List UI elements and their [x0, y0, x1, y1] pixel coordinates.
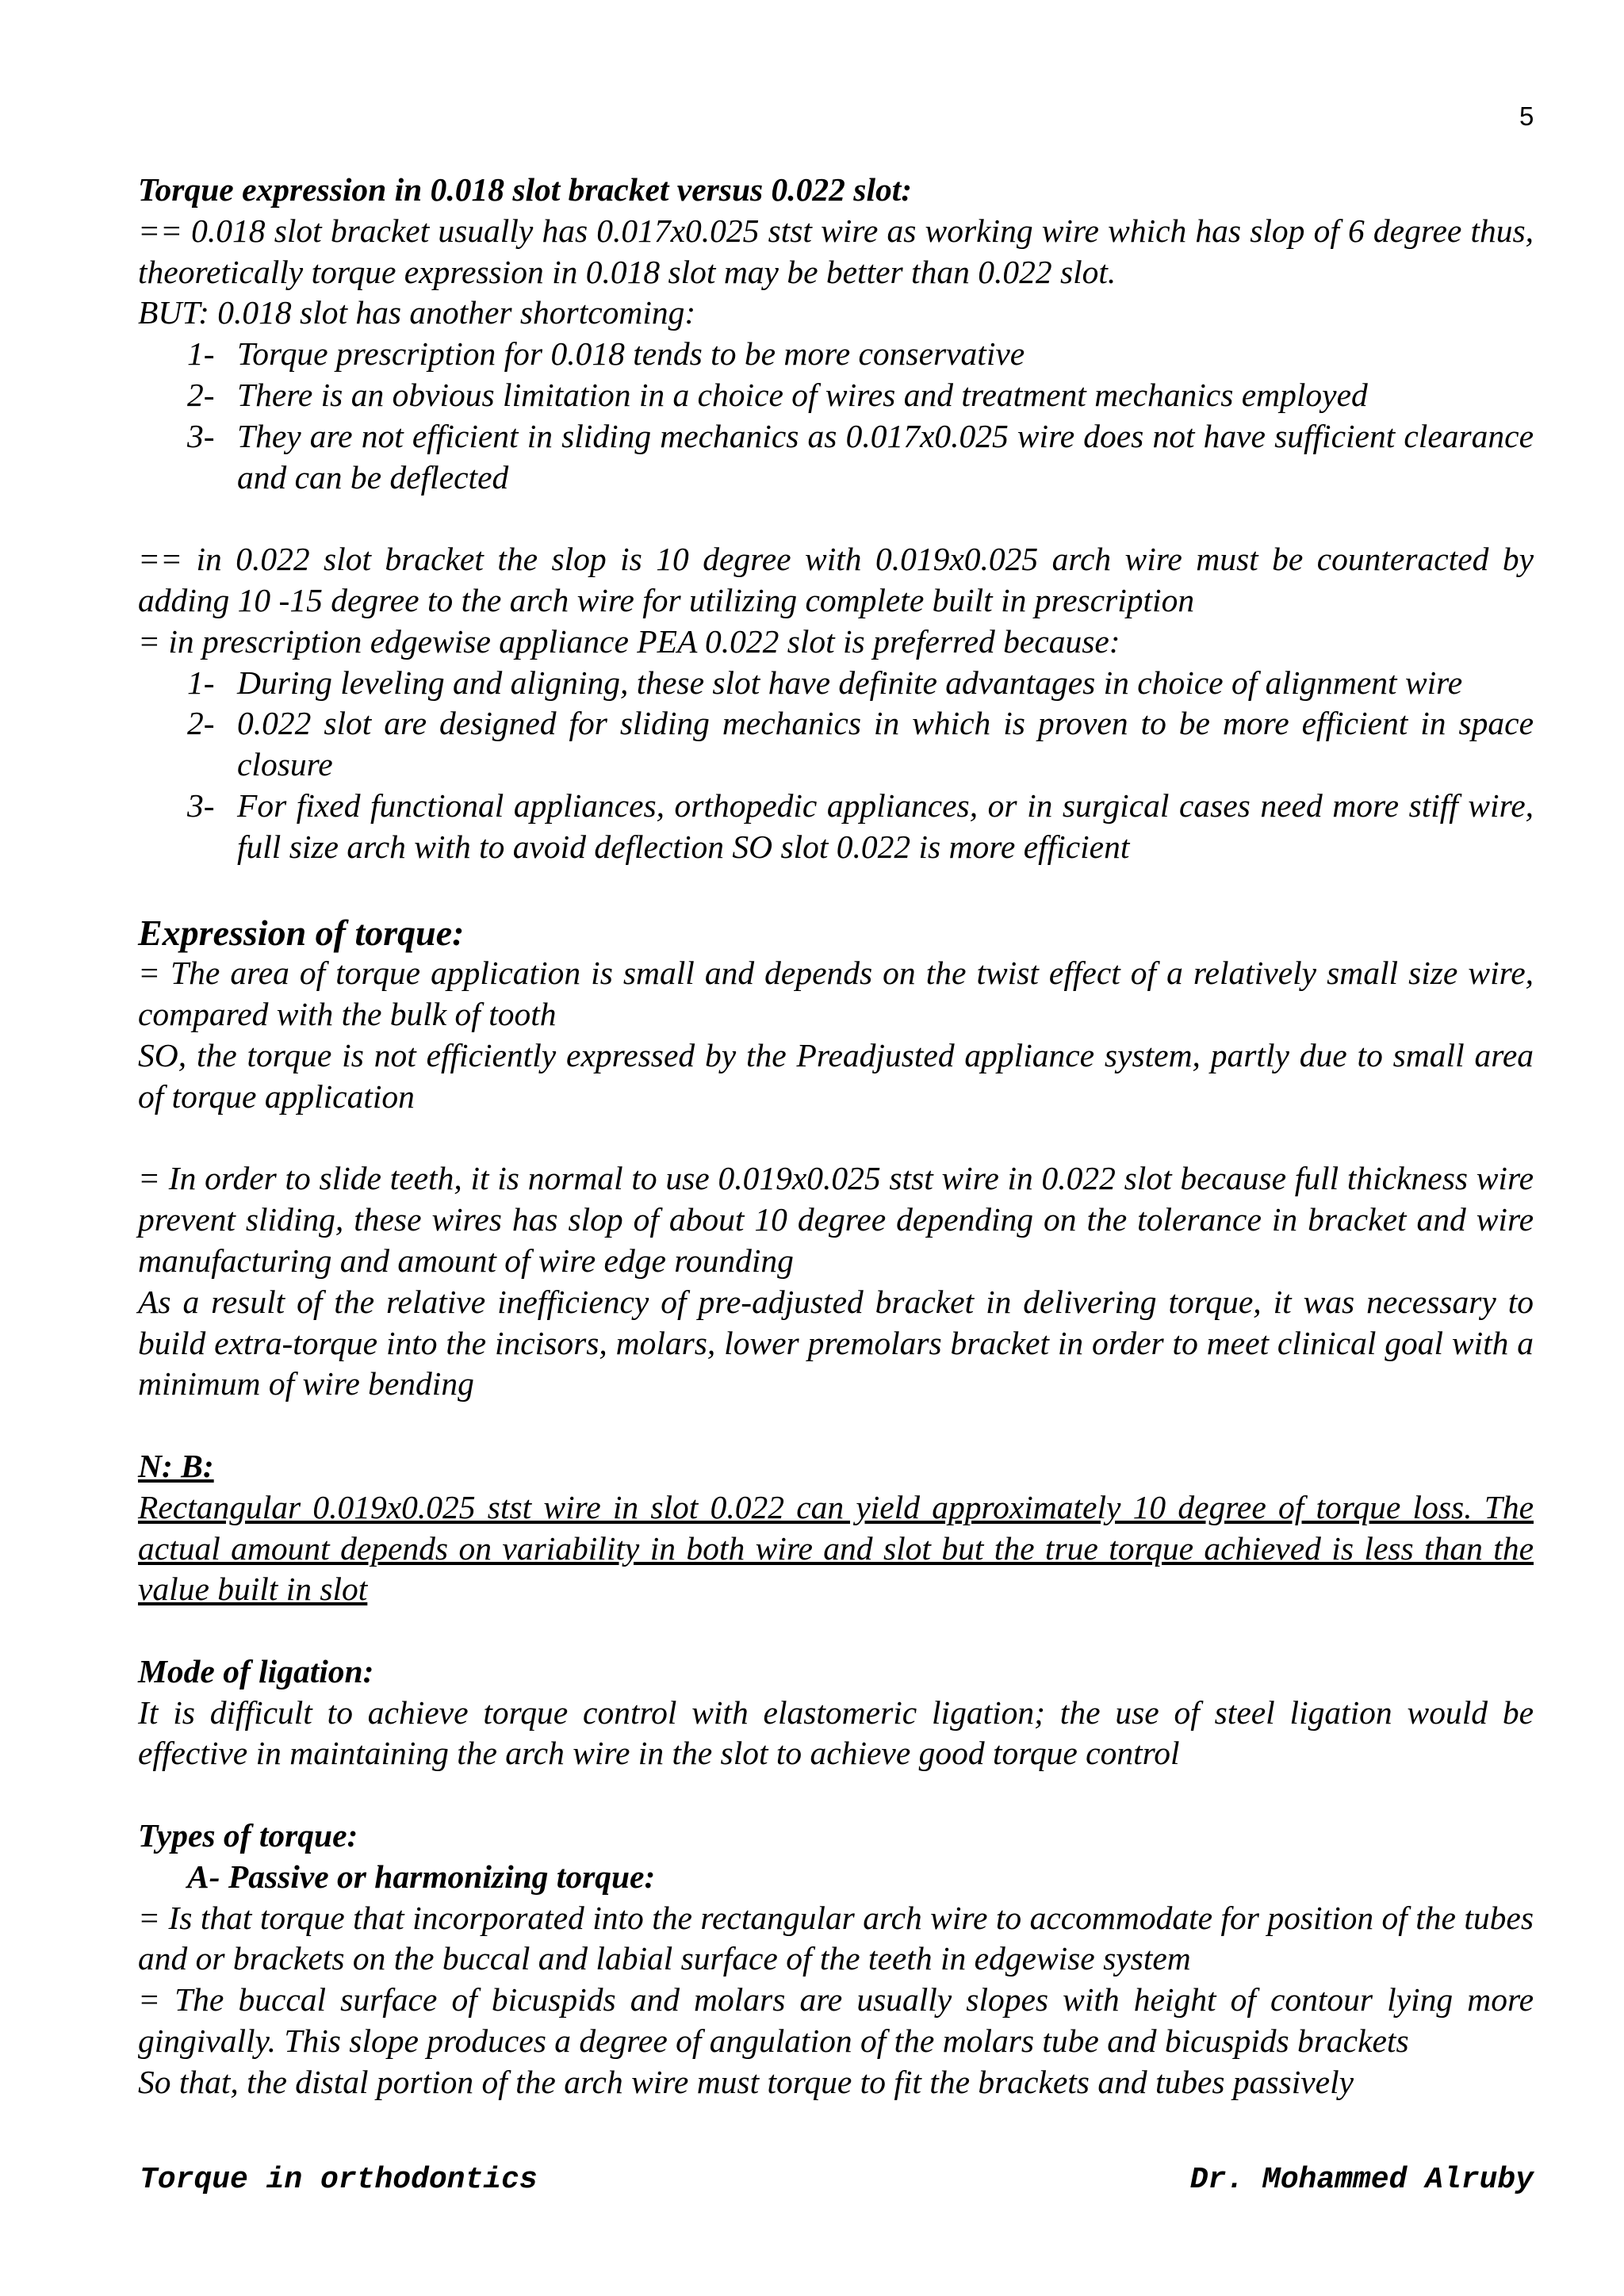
list-item-text: During leveling and aligning, these slot have definite advantages in choice of alignment wire	[237, 664, 1463, 701]
paragraph: = Is that torque that incorporated into the rectangular arch wire to accommodate for position of the tubes and or brackets on the buccal and labial surface of the teeth in edgewise system	[138, 1899, 1534, 1977]
paragraph: SO, the torque is not efficiently expressed by the Preadjusted appliance system, partly due to small area of torque application	[138, 1036, 1534, 1115]
list-number: 2-	[187, 376, 215, 413]
list-item	[138, 703, 1534, 786]
footer-title: Torque in orthodontics	[140, 2163, 538, 2197]
paragraph: == 0.018 slot bracket usually has 0.017x0.025 stst wire as working wire which has slop of 6 degree thus, theoretically torque expression in 0.018 slot may be better than 0.022 slot.	[138, 212, 1534, 290]
paragraph: = In order to slide teeth, it is normal to use 0.019x0.025 stst wire in 0.022 slot because full thickness wire prevent sliding, these wires has slop of about 10 degree depending on the tolerance in bracket and wire manufacturing and amount of wire edge rounding	[138, 1160, 1534, 1279]
paragraph: So that, the distal portion of the arch wire must torque to fit the brackets and tubes passively	[138, 2063, 1354, 2100]
spacer	[138, 868, 1534, 913]
paragraph: == in 0.022 slot bracket the slop is 10 degree with 0.019x0.025 arch wire must be counteracted by adding 10 -15 degree to the arch wire for utilizing complete built in prescription	[138, 541, 1534, 618]
shortcomings-list	[138, 334, 1534, 498]
paragraph: BUT: 0.018 slot has another shortcoming:	[138, 294, 696, 331]
list-item	[138, 334, 1534, 375]
note-text: Rectangular 0.019x0.025 stst wire in slot 0.022 can yield approximately 10 degree of torque loss. The actual amount depends on variability in both wire and slot but the true torque achieved is less than the value built in slot	[138, 1488, 1534, 1608]
spacer	[138, 498, 1534, 539]
list-item-text: 0.022 slot are designed for sliding mechanics in which is proven to be more efficient in space closure	[237, 705, 1534, 783]
paragraph: It is difficult to achieve torque control with elastomeric ligation; the use of steel ligation would be effective in maintaining the arch wire in the slot to achieve good torque control	[138, 1693, 1534, 1772]
list-item-text: For fixed functional appliances, orthopedic appliances, or in surgical cases need more stiff wire, full size arch with to avoid deflection SO slot 0.022 is more efficient	[237, 786, 1534, 865]
spacer	[138, 1118, 1534, 1159]
spacer	[138, 1774, 1534, 1816]
advantages-list	[138, 663, 1534, 868]
note-heading: N: B:	[138, 1447, 214, 1484]
section-heading-expression-of-torque: Expression of torque:	[138, 912, 465, 953]
list-item	[138, 663, 1534, 704]
section-heading-torque-expression: Torque expression in 0.018 slot bracket versus 0.022 slot:	[138, 171, 913, 208]
section-heading-mode-of-ligation: Mode of ligation:	[138, 1652, 374, 1689]
paragraph: As a result of the relative inefficiency of pre-adjusted bracket in delivering torque, it was necessary to build extra-torque into the incisors, molars, lower premolars bracket in order to meet clinical goal with a minimum of wire bending	[138, 1283, 1534, 1402]
paragraph: = in prescription edgewise appliance PEA 0.022 slot is preferred because:	[138, 622, 1120, 660]
document-body	[138, 170, 1534, 2103]
paragraph: = The area of torque application is small and depends on the twist effect of a relatively small size wire, compared with the bulk of tooth	[138, 955, 1534, 1033]
page-number: 5	[1519, 101, 1534, 131]
list-item-text: They are not efficient in sliding mechanics as 0.017x0.025 wire does not have sufficient clearance and can be deflected	[237, 417, 1534, 496]
subheading-passive-torque: A- Passive or harmonizing torque:	[187, 1858, 656, 1895]
list-number: 3-	[187, 417, 215, 454]
list-item-text: Torque prescription for 0.018 tends to be more conservative	[237, 335, 1025, 373]
list-item-text: There is an obvious limitation in a choice of wires and treatment mechanics employed	[237, 376, 1368, 413]
list-number: 2-	[187, 705, 215, 742]
list-item	[138, 375, 1534, 416]
list-item	[138, 416, 1534, 499]
paragraph: = The buccal surface of bicuspids and molars are usually slopes with height of contour lying more gingivally. This slope produces a degree of angulation of the molars tube and bicuspids brackets	[138, 1981, 1534, 2060]
spacer	[138, 1405, 1534, 1446]
list-item	[138, 786, 1534, 868]
spacer	[138, 1610, 1534, 1651]
section-heading-types-of-torque: Types of torque:	[138, 1817, 358, 1854]
footer-author: Dr. Mohammed Alruby	[1189, 2163, 1534, 2197]
list-number: 1-	[187, 335, 215, 373]
list-number: 3-	[187, 786, 215, 824]
list-number: 1-	[187, 664, 215, 701]
